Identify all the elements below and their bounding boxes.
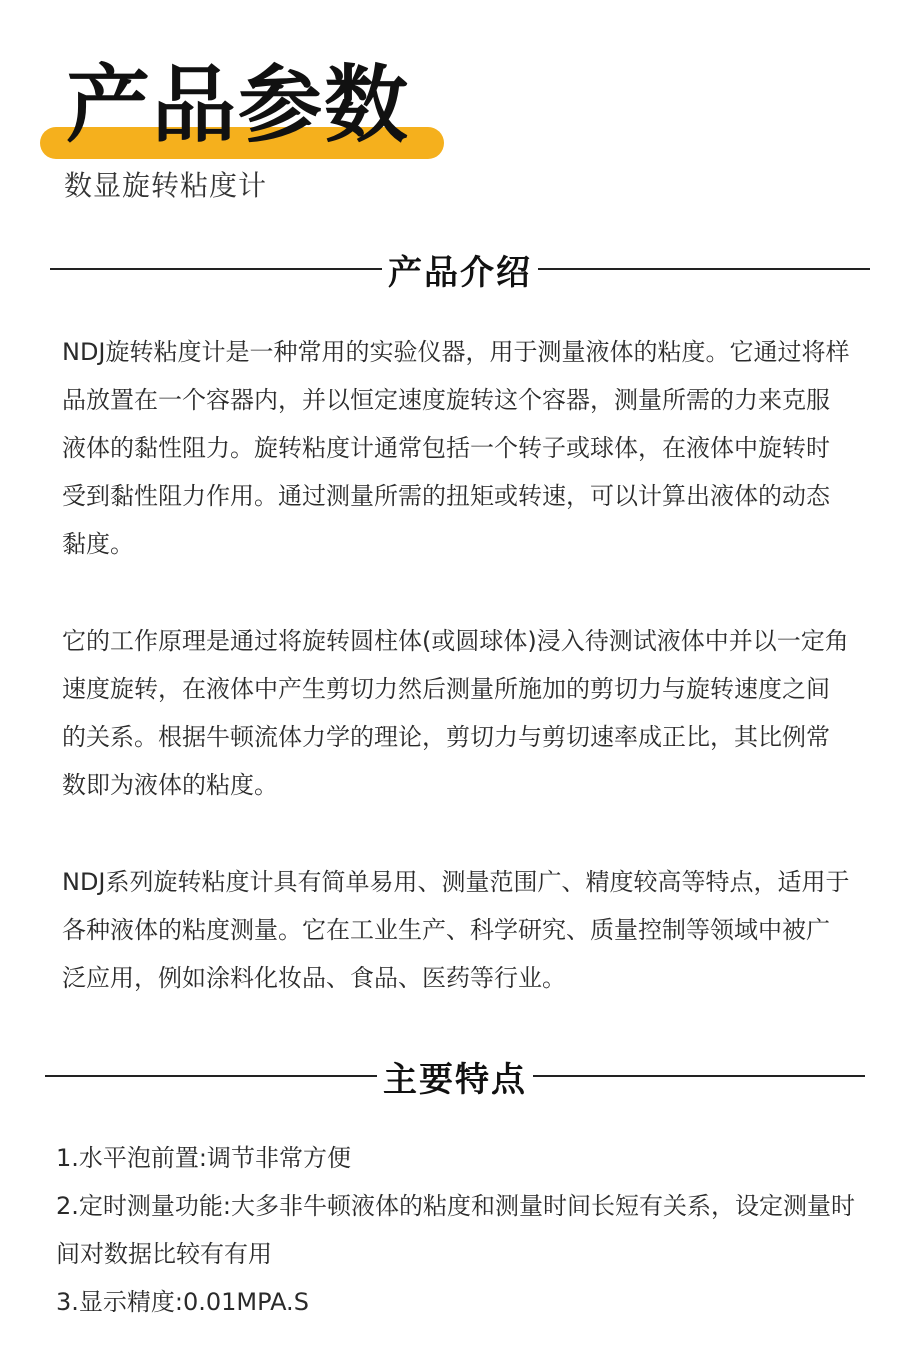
product-subtitle: 数显旋转粘度计 (64, 169, 268, 202)
divider-left (45, 1075, 377, 1077)
divider-right (538, 268, 870, 270)
intro-heading: 产品介绍 (388, 252, 532, 293)
feature-item-2: 2.定时测量功能:大多非牛顿液体的粘度和测量时间长短有关系，设定测量时间对数据比较有有用 (56, 1192, 855, 1268)
feature-item-1: 1.水平泡前置:调节非常方便 (56, 1144, 351, 1172)
features-section-header (45, 1051, 865, 1101)
intro-paragraph-3: NDJ系列旋转粘度计具有简单易用、测量范围广、精度较高等特点，适用于各种液体的粘度测量。它在工业生产、科学研究、质量控制等领域中被广泛应用，例如涂料化妆品、食品、医药等行业。 (62, 868, 850, 992)
intro-paragraph-1: NDJ旋转粘度计是一种常用的实验仪器，用于测量液体的粘度。它通过将样品放置在一个容器内，并以恒定速度旋转这个容器，测量所需的力来克服液体的黏性阻力。旋转粘度计通常包括一个转子或球体，在液体中旋转时受到黏性阻力作用。通过测量所需的扭矩或转速，可以计算出液体的动态黏度。 (62, 338, 850, 558)
intro-section-header (50, 244, 870, 294)
feature-item-3: 3.显示精度:0.01MPA.S (56, 1288, 309, 1316)
divider-left (50, 268, 382, 270)
divider-right (533, 1075, 865, 1077)
page-title: 产品参数 (66, 56, 411, 154)
title-block (40, 55, 460, 165)
features-heading: 主要特点 (383, 1059, 527, 1100)
intro-paragraph-2: 它的工作原理是通过将旋转圆柱体(或圆球体)浸入待测试液体中并以一定角速度旋转，在液体中产生剪切力然后测量所施加的剪切力与旋转速度之间的关系。根据牛顿流体力学的理论，剪切力与剪切速率成正比，其比例常数即为液体的粘度。 (62, 627, 849, 799)
